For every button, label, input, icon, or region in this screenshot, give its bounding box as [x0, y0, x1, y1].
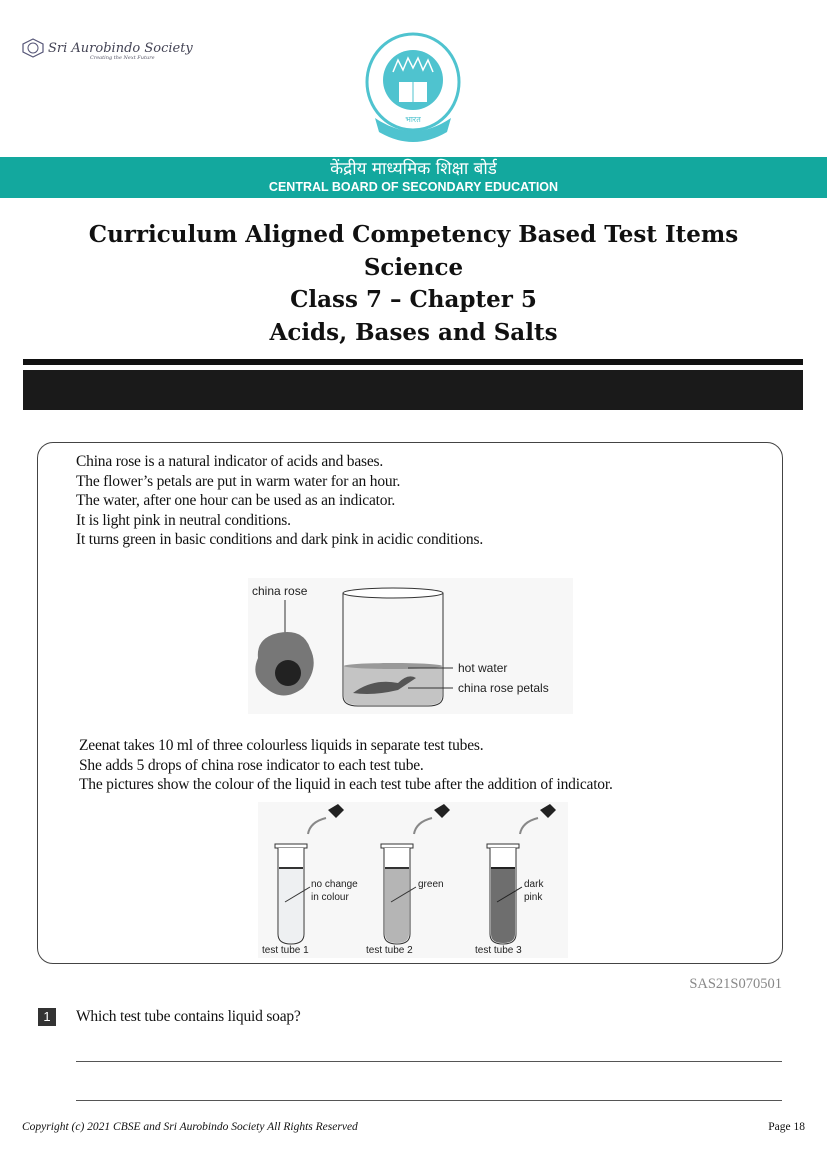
subject-title: Science	[363, 254, 464, 281]
setup-line: The pictures show the colour of the liquid in each test tube after the addition of indicator.	[79, 776, 613, 793]
svg-text:भारत: भारत	[405, 115, 421, 124]
sri-aurobindo-society-logo	[22, 38, 193, 61]
item-code: SAS21S070501	[689, 976, 782, 992]
hot-water-label: hot water	[458, 661, 508, 675]
answer-line[interactable]	[76, 1061, 782, 1062]
board-name-hindi: केंद्रीय माध्यमिक शिक्षा बोर्ड	[330, 159, 497, 179]
board-name-banner	[0, 157, 827, 198]
page-number: Page 18	[768, 1121, 805, 1133]
setup-line: Zeenat takes 10 ml of three colourless liquids in separate test tubes.	[79, 737, 484, 754]
chapter-name: Acids, Bases and Salts	[269, 319, 558, 346]
tube-3-label: test tube 3	[475, 945, 522, 956]
china-rose-label: china rose	[252, 584, 308, 598]
china-rose-beaker-figure	[248, 578, 573, 714]
intro-line: It is light pink in neutral conditions.	[76, 511, 291, 529]
black-banner	[23, 370, 803, 410]
tube-1-note: no change	[311, 879, 358, 890]
test-tubes-figure	[258, 802, 568, 958]
tube-2-note: green	[418, 879, 444, 890]
intro-line: China rose is a natural indicator of acids and bases.	[76, 453, 384, 470]
tube-3-note: pink	[524, 892, 543, 903]
tube-1-note: in colour	[311, 892, 349, 903]
document-title: Curriculum Aligned Competency Based Test Items	[88, 221, 739, 248]
question-text: Which test tube contains liquid soap?	[76, 1008, 301, 1025]
petals-label: china rose petals	[458, 681, 549, 695]
tube-3-note: dark	[524, 879, 544, 890]
globe-icon	[22, 38, 44, 58]
intro-line: The flower’s petals are put in warm water for an hour.	[76, 472, 401, 490]
divider	[23, 359, 803, 365]
answer-line[interactable]	[76, 1100, 782, 1101]
question-number: 1	[38, 1008, 56, 1026]
sas-tagline: Creating the Next Future	[90, 55, 155, 61]
chapter-title: Class 7 – Chapter 5	[290, 286, 537, 313]
intro-text	[76, 452, 483, 550]
setup-line: She adds 5 drops of china rose indicator to each test tube.	[79, 756, 424, 774]
sas-logo-text: Sri Aurobindo Society	[48, 40, 193, 56]
cbse-seal-logo	[363, 32, 463, 148]
tube-2-label: test tube 2	[366, 945, 413, 956]
intro-line: It turns green in basic conditions and dark pink in acidic conditions.	[76, 531, 483, 548]
tube-1-label: test tube 1	[262, 945, 309, 956]
board-name-english: CENTRAL BOARD OF SECONDARY EDUCATION	[268, 180, 559, 194]
setup-text	[79, 736, 613, 795]
copyright-footer: Copyright (c) 2021 CBSE and Sri Aurobindo Society All Rights Reserved	[22, 1121, 358, 1133]
intro-line: The water, after one hour can be used as an indicator.	[76, 492, 396, 509]
